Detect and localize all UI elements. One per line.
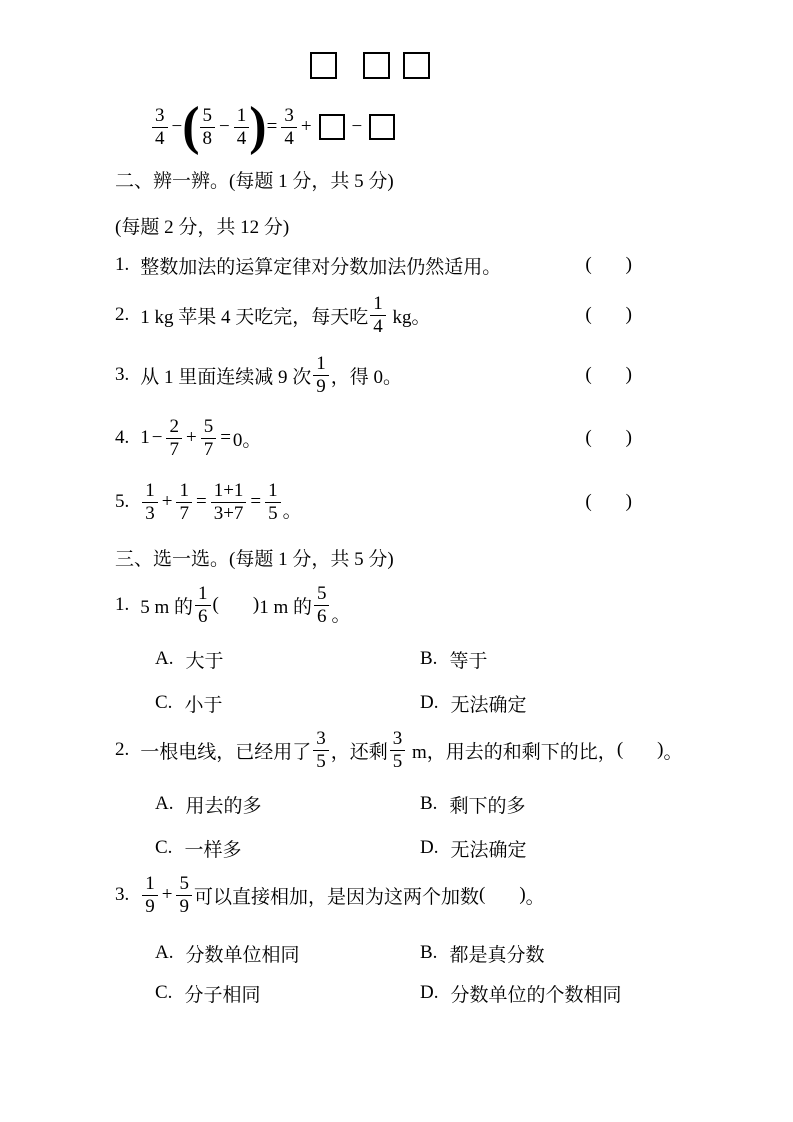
- paren-open-icon: (: [478, 884, 486, 905]
- option-a: [155, 646, 420, 673]
- numerator: 1+1: [213, 480, 244, 502]
- operator: +: [161, 491, 173, 512]
- option-d: [420, 980, 685, 1007]
- denominator: 3+7: [211, 502, 247, 524]
- text: 。: [663, 741, 683, 763]
- mc-question-2-options-ab: [155, 792, 685, 816]
- numerator: 1: [198, 583, 208, 605]
- paren-close-icon: ): [519, 884, 526, 905]
- operator: +: [300, 116, 312, 137]
- option-label: B.: [420, 648, 438, 669]
- option-d: [420, 690, 685, 717]
- tf-question-1: [115, 242, 632, 288]
- option-text: 等于: [449, 650, 488, 672]
- answer-blank: [213, 594, 260, 616]
- mc-question-3-stem: [115, 872, 545, 918]
- question-number: 3.: [115, 364, 130, 385]
- denominator: 7: [166, 438, 182, 460]
- denominator: 6: [314, 605, 330, 627]
- fraction: [176, 480, 192, 524]
- fraction-equation: [150, 97, 400, 157]
- operator: −: [351, 116, 363, 137]
- option-text: 一样多: [184, 839, 242, 861]
- text: 1: [140, 427, 150, 448]
- answer-box: [310, 52, 337, 79]
- fraction: [313, 728, 329, 772]
- option-text: 小于: [184, 694, 223, 716]
- option-label: C.: [155, 837, 173, 858]
- fraction: [234, 105, 250, 149]
- question-number: 4.: [115, 427, 130, 448]
- option-label: D.: [420, 837, 439, 858]
- section-2-subtitle: (每题 2 分，共 12 分): [115, 217, 290, 238]
- question-text: [115, 353, 402, 397]
- paren-open-icon: (: [212, 594, 219, 615]
- paren-open-icon: (: [585, 364, 592, 385]
- fraction: [390, 728, 406, 772]
- numerator: 1: [373, 293, 383, 315]
- denominator: 7: [176, 502, 192, 524]
- paren-close-icon: ): [657, 739, 664, 760]
- answer-blank: [585, 427, 632, 449]
- answer-blank: [617, 739, 664, 761]
- numerator: 5: [202, 105, 213, 127]
- answer-blank: [479, 884, 526, 906]
- numerator: 3: [284, 105, 294, 127]
- option-c: [155, 690, 420, 717]
- option-label: C.: [155, 982, 173, 1003]
- text: 1 kg 苹果 4 天吃完，每天吃: [140, 306, 369, 328]
- numerator: 5: [203, 416, 214, 438]
- paren-close-icon: ): [625, 427, 632, 448]
- option-label: A.: [155, 793, 174, 814]
- answer-blank: [585, 254, 632, 276]
- section-2-title: 二、辨一辨。(每题 1 分，共 5 分): [115, 171, 394, 192]
- mc-question-2-stem: [115, 727, 682, 773]
- option-c: [155, 835, 420, 862]
- paren-open-icon: (: [585, 491, 592, 512]
- fraction: [142, 873, 158, 917]
- numerator: 3: [316, 728, 326, 750]
- option-text: 大于: [185, 650, 224, 672]
- numerator: 1: [145, 873, 155, 895]
- text: 。: [525, 886, 545, 908]
- denominator: 9: [142, 895, 158, 917]
- operator: =: [195, 491, 207, 512]
- answer-box: [319, 114, 345, 140]
- question-number: 3.: [115, 884, 130, 905]
- question-text: [115, 480, 302, 524]
- option-text: 剩下的多: [449, 795, 526, 817]
- answer-box: [369, 114, 395, 140]
- denominator: 4: [152, 127, 168, 149]
- paren-open-icon: (: [585, 254, 592, 275]
- numerator: 3: [392, 728, 403, 750]
- paren-close-icon: ): [625, 304, 632, 325]
- option-label: C.: [155, 692, 173, 713]
- option-label: B.: [420, 942, 438, 963]
- text: 可以直接相加，是因为这两个加数: [193, 886, 479, 908]
- fraction: [370, 293, 386, 337]
- text: 从 1 里面连续减 9 次: [140, 366, 312, 388]
- paren-close-icon: ): [252, 594, 260, 615]
- numerator: 5: [179, 873, 189, 895]
- tf-question-2: [115, 292, 632, 338]
- question-number: 2.: [115, 304, 130, 325]
- text: 1 m 的: [259, 596, 312, 618]
- fraction: [176, 873, 192, 917]
- text: ，还剩: [330, 741, 388, 763]
- question-text: [115, 416, 261, 460]
- option-text: 用去的多: [185, 795, 262, 817]
- denominator: 9: [176, 895, 192, 917]
- numerator: 1: [179, 480, 189, 502]
- paren-close-icon: ): [625, 364, 632, 385]
- question-text: [115, 252, 501, 279]
- mc-question-3-options-ab: [155, 941, 685, 965]
- tf-question-4: [115, 415, 632, 461]
- answer-blank: [585, 491, 632, 513]
- operator: =: [266, 116, 278, 137]
- option-label: A.: [155, 942, 174, 963]
- paren-open-icon: (: [585, 427, 592, 448]
- numerator: 1: [316, 353, 326, 375]
- mc-question-3-options-cd: [155, 981, 685, 1005]
- denominator: 5: [390, 750, 406, 772]
- paren-open-icon: (: [616, 739, 624, 760]
- numerator: 1: [236, 105, 247, 127]
- denominator: 4: [370, 315, 386, 337]
- option-text: 分子相同: [184, 984, 261, 1006]
- mc-question-1-stem: [115, 582, 350, 628]
- question-number: 1.: [115, 254, 130, 275]
- text: ，得 0。: [330, 366, 403, 388]
- answer-box: [363, 52, 390, 79]
- fraction: [314, 583, 330, 627]
- fraction: [211, 480, 247, 524]
- paren-close-icon: ): [625, 254, 632, 275]
- operator: +: [185, 427, 197, 448]
- option-b: [420, 791, 685, 818]
- parenthesis: ): [249, 96, 267, 156]
- fraction: [281, 105, 297, 149]
- tf-question-5: [115, 479, 632, 525]
- fraction: [152, 105, 168, 149]
- option-text: 无法确定: [450, 839, 527, 861]
- denominator: 4: [281, 127, 297, 149]
- answer-box: [403, 52, 430, 79]
- option-b: [420, 646, 685, 673]
- numerator: 5: [316, 583, 327, 605]
- mc-question-1-options-cd: [155, 691, 685, 715]
- section-3-title: 三、选一选。(每题 1 分，共 5 分): [115, 549, 394, 570]
- fraction: [201, 416, 217, 460]
- mc-question-2-options-cd: [155, 836, 685, 860]
- answer-blank: [585, 304, 632, 326]
- option-text: 分数单位的个数相同: [450, 984, 622, 1006]
- fraction: [166, 416, 182, 460]
- fraction: [313, 353, 329, 397]
- text: kg。: [387, 306, 431, 328]
- question-number: 1.: [115, 594, 130, 615]
- question-number: 2.: [115, 739, 130, 760]
- operator: −: [151, 427, 163, 448]
- option-label: B.: [420, 793, 438, 814]
- operator: +: [161, 884, 173, 905]
- answer-blank: [585, 364, 632, 386]
- operator: −: [219, 116, 230, 137]
- option-text: 分数单位相同: [185, 944, 300, 966]
- text: 。: [282, 500, 302, 522]
- text: m，用去的和剩下的比，: [407, 741, 617, 763]
- answer-boxes-row: [310, 52, 430, 79]
- option-label: A.: [155, 648, 174, 669]
- parenthesis: (: [182, 96, 200, 156]
- fraction: [265, 480, 281, 524]
- fraction: [195, 583, 211, 627]
- denominator: 7: [201, 438, 217, 460]
- text: 一根电线，已经用了: [140, 741, 312, 763]
- denominator: 6: [195, 605, 211, 627]
- fraction: [200, 105, 216, 149]
- option-label: D.: [420, 982, 439, 1003]
- mc-question-1-options-ab: [155, 647, 685, 671]
- numerator: 2: [169, 416, 179, 438]
- option-text: 无法确定: [450, 694, 527, 716]
- option-label: D.: [420, 692, 439, 713]
- text: 0。: [232, 429, 262, 451]
- numerator: 3: [155, 105, 165, 127]
- paren-close-icon: ): [625, 491, 632, 512]
- question-text: [115, 293, 431, 337]
- operator: =: [250, 491, 262, 512]
- denominator: 8: [200, 127, 216, 149]
- option-b: [420, 940, 685, 967]
- denominator: 5: [313, 750, 329, 772]
- denominator: 9: [313, 375, 329, 397]
- numerator: 1: [145, 480, 155, 502]
- question-number: 5.: [115, 491, 130, 512]
- operator: −: [171, 116, 183, 137]
- denominator: 4: [234, 127, 250, 149]
- fraction: [142, 480, 158, 524]
- paren-open-icon: (: [585, 304, 592, 325]
- option-text: 都是真分数: [449, 944, 545, 966]
- denominator: 5: [265, 502, 281, 524]
- text: 。: [331, 605, 351, 626]
- operator: =: [220, 427, 231, 448]
- option-d: [420, 835, 685, 862]
- denominator: 3: [142, 502, 158, 524]
- text: 整数加法的运算定律对分数加法仍然适用。: [140, 256, 502, 278]
- option-a: [155, 791, 420, 818]
- numerator: 1: [268, 480, 278, 502]
- option-c: [155, 980, 420, 1007]
- tf-question-3: [115, 352, 632, 398]
- text: 5 m 的: [140, 596, 194, 618]
- option-a: [155, 940, 420, 967]
